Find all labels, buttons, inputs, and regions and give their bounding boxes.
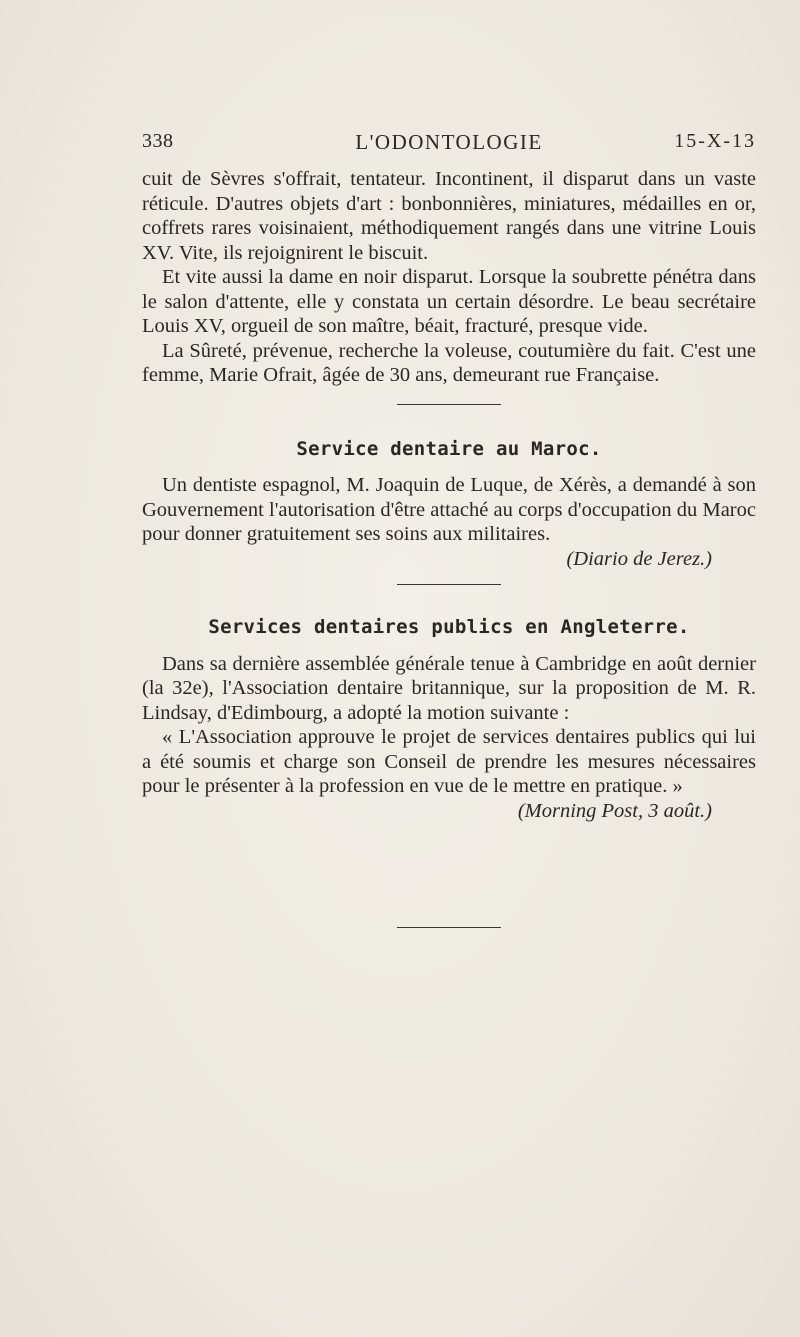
paragraph: cuit de Sèvres s'offrait, tentateur. Incontinent, il disparut dans un vaste réticule. D'autres objets d'art : bonbonnières, miniatures, médailles en or, coffrets rares voisinaient, méthodiquement rangés dans une vitrine Louis XV. Vite, ils rejoignirent le biscuit. — [142, 168, 756, 264]
section-divider — [397, 927, 501, 928]
source-citation: (Diario de Jerez.) — [566, 547, 712, 570]
section-title: Services dentaires publics en Angleterre. — [208, 616, 690, 638]
source-citation: (Morning Post, 3 août.) — [517, 799, 712, 822]
paragraph: Et vite aussi la dame en noir disparut. Lorsque la soubrette pénétra dans le salon d'attente, elle y constata un certain désordre. Le beau secrétaire Louis XV, orgueil de son maître, béait, fracturé, presque vide. — [142, 266, 756, 337]
section-title: Service dentaire au Maroc. — [296, 437, 602, 460]
issue-date: 15-X-13 — [674, 130, 756, 152]
section-divider — [397, 404, 501, 405]
paragraph: La Sûreté, prévenue, recherche la voleuse, coutumière du fait. C'est une femme, Marie Ofrait, âgée de 30 ans, demeurant rue Française. — [142, 339, 756, 386]
section-divider — [397, 584, 501, 585]
page-number: 338 — [142, 130, 174, 152]
running-header — [142, 130, 756, 160]
page-body — [142, 167, 756, 928]
paragraph: Dans sa dernière assemblée générale tenue à Cambridge en août dernier (la 32e), l'Association dentaire britannique, sur la proposition de M. R. Lindsay, d'Edimbourg, a adopté la motion suivante : — [142, 652, 756, 724]
paragraph: Un dentiste espagnol, M. Joaquin de Luque, de Xérès, a demandé à son Gouvernement l'autorisation d'être attaché au corps d'occupation du Maroc pour donner gratuitement ses soins aux militaires. — [142, 474, 756, 545]
paragraph: « L'Association approuve le projet de services dentaires publics qui lui a été soumis et charge son Conseil de prendre les mesures nécessaires pour le présenter à la profession en vue de le mettre en pratique. » — [142, 726, 756, 797]
running-title: L'ODONTOLOGIE — [355, 130, 543, 154]
